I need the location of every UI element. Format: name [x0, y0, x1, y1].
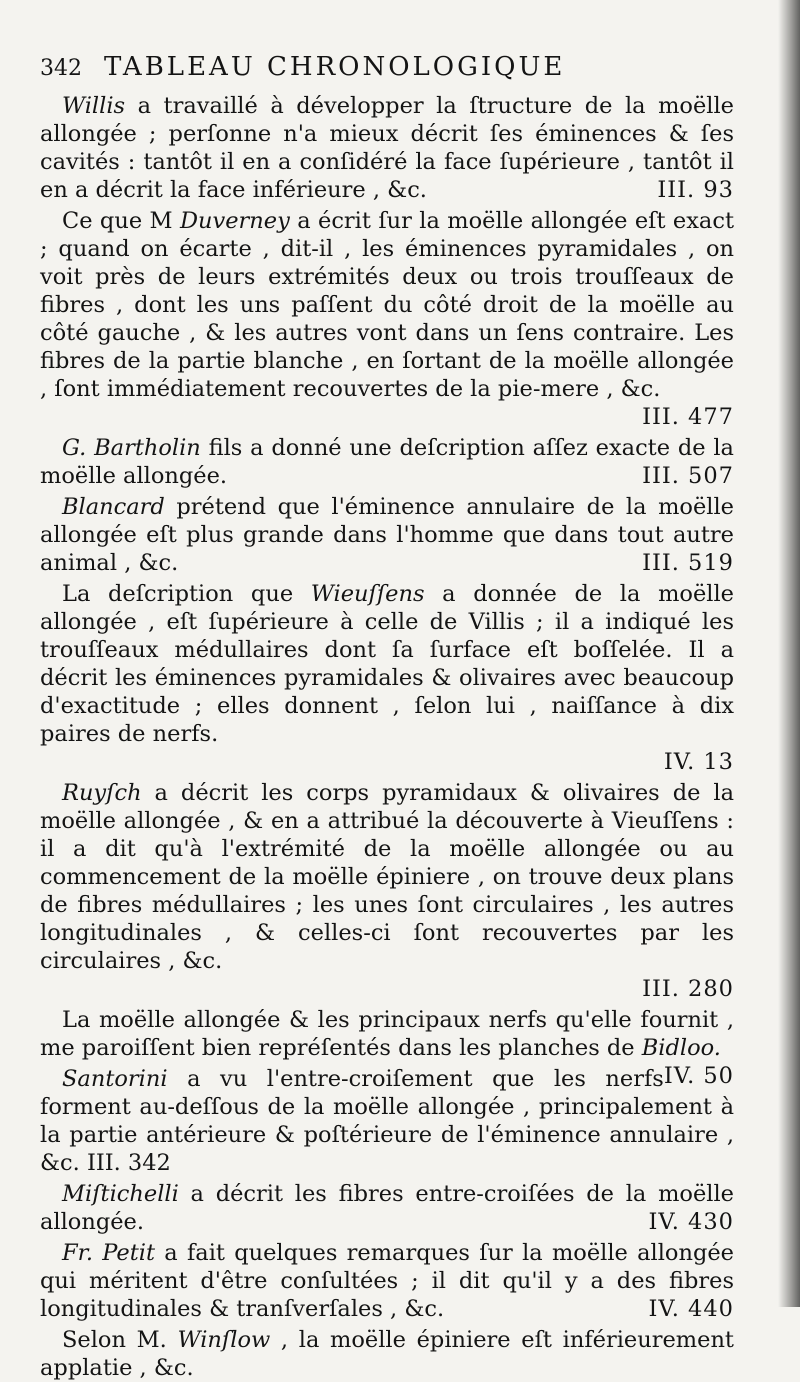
page-spine-shadow	[778, 0, 800, 1307]
entry-winslow	[40, 1326, 734, 1382]
volume-reference: III. 93	[657, 177, 734, 203]
author-name: Bidloo.	[641, 1035, 721, 1061]
entry-text: a travaillé à développer la ſtructure de la moëlle allongée ; perſonne n'a mieux décrit ſes éminences & ſes cavités : tantôt il en a conſidéré la face ſupérieure , tantôt il en a décrit la face inférieure , &c.	[40, 93, 734, 203]
entry-text: a vu l'entre-croiſement que les nerfs forment au-deſſous de la moëlle allongée , principalement à la partie antérieure & poſtérieure de l'éminence annulaire , &c.	[40, 1066, 734, 1176]
volume-reference: IV. 430	[648, 1209, 734, 1235]
entry-text: prétend que l'éminence annulaire de la moëlle allongée eſt plus grande dans l'homme que dans tout autre animal , &c.	[40, 494, 734, 576]
volume-reference: III. 507	[642, 463, 734, 489]
entry-willis	[40, 92, 734, 204]
entry-blancard	[40, 493, 734, 577]
entry-santorini	[40, 1065, 734, 1177]
author-name: Wieuſſens	[310, 581, 425, 607]
author-name: Santorini	[62, 1066, 168, 1092]
entry-bartholin	[40, 434, 734, 490]
running-header	[40, 52, 734, 82]
entry-prefix: Ce que M	[62, 208, 180, 234]
volume-reference: III. 342	[86, 1150, 171, 1176]
author-name: Winſlow	[177, 1327, 271, 1353]
entry-wieussens	[40, 580, 734, 776]
volume-reference: III. 280	[642, 976, 734, 1002]
entry-text: a décrit les corps pyramidaux & olivaires de la moëlle allongée , & en a attribué la découverte à Vieuſſens : il a dit qu'à l'extrémité de la moëlle allongée ou au commencement de la moëlle épiniere , on trouve deux plans de fibres médullaires ; les unes ſont circulaires , les autres longitudinales , & celles-ci ſont recouvertes par les circulaires , &c.	[40, 780, 734, 974]
entry-prefix: Selon M.	[62, 1327, 178, 1353]
author-name: Willis	[62, 93, 126, 119]
volume-reference: IV. 440	[648, 1296, 734, 1322]
volume-reference: III. 519	[642, 550, 734, 576]
entry-text: a fait quelques remarques ſur la moëlle allongée qui méritent d'être conſultées ; il dit qu'il y a des fibres longitudinales & tranſverſales , &c.	[40, 1240, 734, 1322]
volume-reference: IV. 50	[663, 1063, 734, 1089]
entry-petit	[40, 1239, 734, 1323]
entry-prefix: La moëlle allongée & les principaux nerfs qu'elle fournit , me paroiſſent bien repréſentés dans les planches de	[40, 1007, 734, 1061]
volume-reference: IV. 13	[663, 749, 734, 775]
author-name: G. Bartholin	[62, 435, 201, 461]
entry-text: a donnée de la moëlle allongée , eſt ſupérieure à celle de Villis ; il a indiqué les trouſſeaux médullaires dont ſa ſurface eſt boſſelée. Il a décrit les éminences pyramidales & olivaires avec beaucoup d'exactitude ; elles donnent , ſelon lui , naiſſance à dix paires de nerfs.	[40, 581, 734, 747]
entry-prefix: La deſcription que	[62, 581, 311, 607]
entry-duverney	[40, 207, 734, 431]
entry-text: fils a donné une deſcription aſſez exacte de la moëlle allongée.	[40, 435, 734, 489]
author-name: Miſtichelli	[62, 1181, 179, 1207]
page-number: 342	[40, 56, 82, 81]
volume-reference: III. 477	[642, 404, 734, 430]
page-title: TABLEAU CHRONOLOGIQUE	[104, 52, 566, 82]
entry-text: , la moëlle épiniere eſt inférieurement applatie , &c.	[40, 1327, 734, 1381]
entry-text: a écrit ſur la moëlle allongée eſt exact ; quand on écarte , dit-il , les éminences pyramidales , on voit près de leurs extrémités deux ou trois trouſſeaux de fibres , dont les uns paſſent du côté droit de la moëlle au côté gauche , & les autres vont dans un ſens contraire. Les fibres de la partie blanche , en ſortant de la moëlle allongée , ſont immédiatement recouvertes de la pie-mere , &c.	[40, 208, 734, 402]
author-name: Ruyſch	[62, 780, 142, 806]
entry-mistichelli	[40, 1180, 734, 1236]
author-name: Fr. Petit	[62, 1240, 156, 1266]
entry-text: a décrit les fibres entre-croiſées de la moëlle allongée.	[40, 1181, 734, 1235]
entry-ruysch	[40, 779, 734, 1003]
author-name: Blancard	[62, 494, 165, 520]
author-name: Duverney	[179, 208, 290, 234]
